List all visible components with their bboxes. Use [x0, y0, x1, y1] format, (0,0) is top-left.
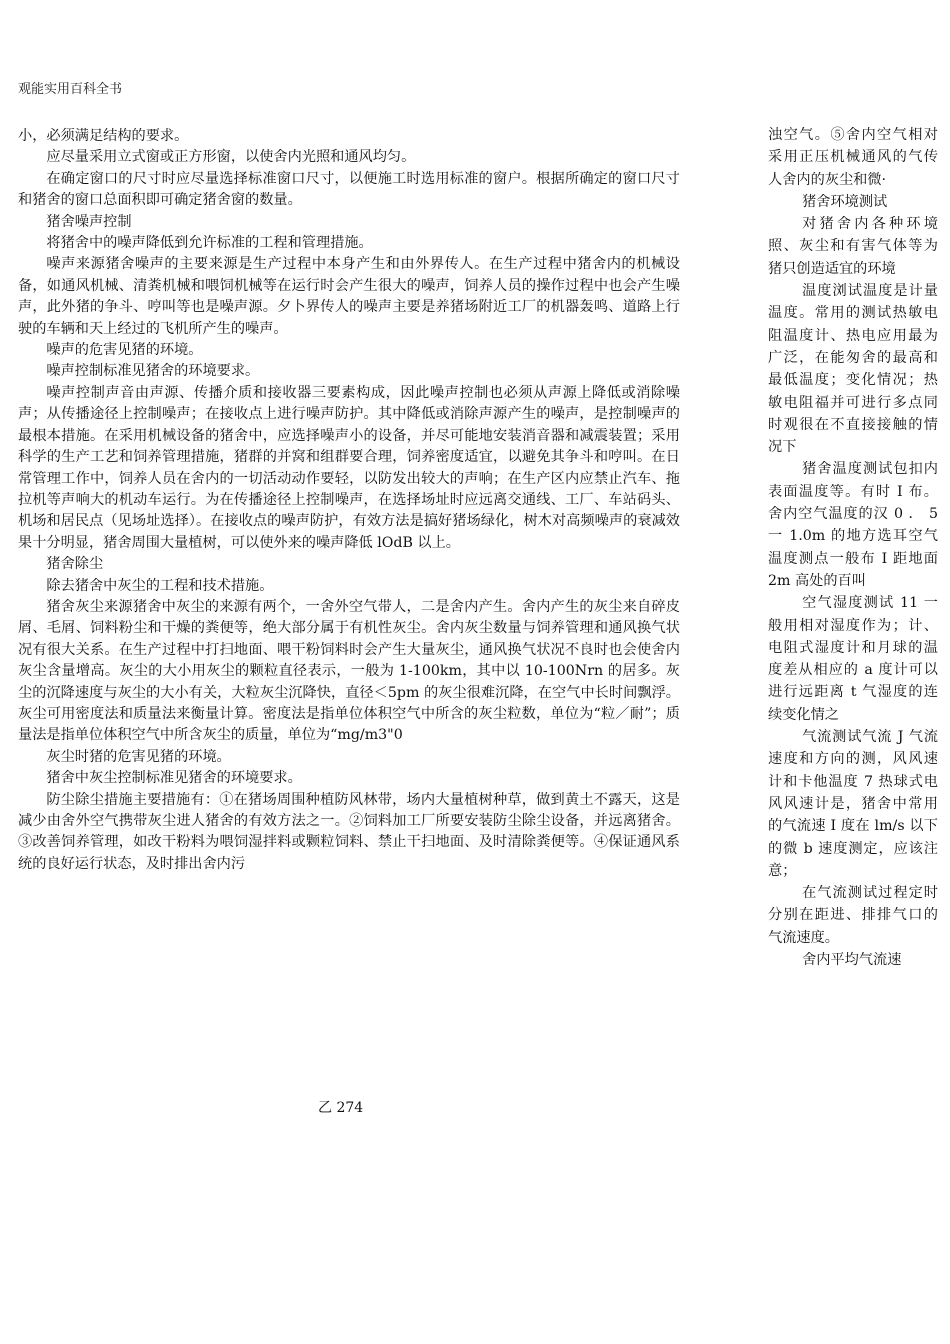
- paragraph: 灰尘时猪的危害见猪的环境。: [46, 748, 231, 765]
- section-heading: 猪舍噪声控制: [46, 213, 132, 230]
- side-column: [768, 124, 938, 971]
- paragraph: 应尽量采用立式窗或正方形窗，以使舍内光照和通风均匀。: [46, 149, 416, 166]
- paragraph: 在气流测试过程定时分别在距进、排排气口的气流速度。: [768, 885, 938, 946]
- paragraph: 小，必须满足结构的要求。: [18, 128, 189, 144]
- page-number: 乙 274: [318, 1100, 364, 1116]
- section-heading: 猪舍环境测试: [802, 193, 888, 210]
- paragraph: 对猪舍内各种环境照、灰尘和有害气体等为猪只创造适宜的环境: [768, 216, 938, 277]
- paragraph: 猪舍中灰尘控制标准见猪舍的环境要求。: [46, 770, 302, 787]
- paragraph: 噪声控制标准见猪舍的环境要求。: [46, 363, 260, 380]
- paragraph: 猪舍温度测试包扣内表面温度等。有时 I 布。舍内空气温度的汉 0 ． 5 一 1.0m 的地方选耳空气温度测点一般布 I 距地面 2m 高处的百叫: [768, 461, 938, 589]
- paragraph: 温度浏试温度是计量温度。常用的测试热敏电阻温度计、热电应用最为广泛，在能匆舍的最高和最低温度；变化情况；热敏电阻福并可进行多点同时观很在不直接接触的情况下: [768, 283, 938, 456]
- main-column: [18, 126, 680, 875]
- paragraph: 除去猪舍中灰尘的工程和技术措施。: [46, 577, 274, 594]
- paragraph: 空气湿度测试 11 一般用相对湿度作为；计、电阻式湿度计和月球的温度差从相应的 a 度计可以进行远距离 t 气湿度的连续变化情之: [768, 595, 938, 723]
- paragraph: 噪声控制声音由声源、传播介质和接收器三要素构成，因此噪声控制也必须从声源上降低或消除噪声；从传播途径上控制噪声；在接收点上进行噪声防护。其中降低或消除声源产生的噪声，是控制噪声的最根本措施。在采用机械设备的猪舍中，应选择噪声小的设备，并尽可能地安装消音器和减震装置；采用科学的生产工艺和饲养管理措施，猪群的并窝和组群要合理，饲养密度适宜，以避免其争斗和哼叫。在日常管理工作中，饲养人员在舍内的一切活动动作要轻，以防发出较大的声响；在生产区内应禁止汽车、拖拉机等声响大的机动车运行。为在传播途径上控制噪声，在选择场址时应远离交通线、工厂、车站码头、机场和居民点（见场址选择）。在接收点的噪声防护，有效方法是搞好猪场绿化，树木对高频噪声的衰减效果十分明显，猪舍周围大量植树，可以使外来的噪声降低 lOdB 以上。: [18, 384, 680, 551]
- section-heading: 猪舍除尘: [46, 556, 104, 573]
- paragraph: 浊空气。⑤舍内空气相对采用正压机械通风的气传人舍内的灰尘和微·: [768, 127, 938, 188]
- paragraph: 舍内平均气流速: [802, 951, 902, 968]
- paragraph: 噪声来源猪舍噪声的主要来源是生产过程中本身产生和由外界传人。在生产过程中猪舍内的机械设备，如通风机械、清粪机械和喂饲机械等在运行时会产生很大的噪声，饲养人员的操作过程中也会产生噪声，此外猪的争斗、哼叫等也是噪声源。夕卜界传人的噪声主要是养猪场附近工厂的机器轰鸣、道路上行驶的车辆和天上经过的飞机所产生的噪声。: [18, 256, 680, 337]
- paragraph: 气流测试气流 J 气流速度和方向的测，风风速计和卡他温度 7 热球式电风风速计是，猪舍中常用的气流速 I 度在 lm/s 以下的微 b 速度测定，应该注意；: [768, 729, 938, 879]
- paragraph: 将猪舍中的噪声降低到允许标准的工程和管理措施。: [46, 235, 373, 252]
- paragraph: 猪舍灰尘来源猪舍中灰尘的来源有两个，一舍外空气带人，二是舍内产生。舍内产生的灰尘来自碎皮屑、毛屑、饲料粉尘和干燥的粪便等，绝大部分属于有机性灰尘。舍内灰尘数量与饲养管理和通风换气状况有很大关系。在生产过程中打扫地面、喂干粉饲料时会产生大量灰尘，通风换气状况不良时也会使舍内灰尘含量增高。灰尘的大小用灰尘的颗粒直径表示，一般为 1-100km，其中以 10-100Nrn 的居多。灰尘的沉降速度与灰尘的大小有关，大粒灰尘沉降快，直径＜5pm 的灰尘很难沉降，在空气中长时间飘浮。灰尘可用密度法和质量法来衡量计算。密度法是指单位体积空气中所含的灰尘粒数，单位为“粒／耐”；质量法是指单位体积空气中所含灰尘的质量，单位为“mg/m3"0: [18, 598, 680, 744]
- paragraph: 在确定窗口的尺寸时应尽量选择标准窗口尺寸，以便施工时选用标准的窗户。根据所确定的窗口尺寸和猪舍的窗口总面积即可确定猪舍窗的数量。: [18, 170, 680, 209]
- running-header: 观能实用百科全书: [18, 82, 123, 97]
- paragraph: 噪声的危害见猪的环境。: [46, 342, 203, 359]
- paragraph: 防尘除尘措施主要措施有：①在猪场周围种植防风林带，场内大量植树种草，做到黄土不露天，这是减少由舍外空气携带灰尘进人猪舍的有效方法之一。②饲料加工厂所要安装防尘除尘设备，并远离猪舍。③改善饲养管理，如改干粉料为喂饲湿拌料或颗粒饲料、禁止干扫地面、及时清除粪便等。④保证通风系统的良好运行状态，及时排出舍内污: [18, 791, 680, 872]
